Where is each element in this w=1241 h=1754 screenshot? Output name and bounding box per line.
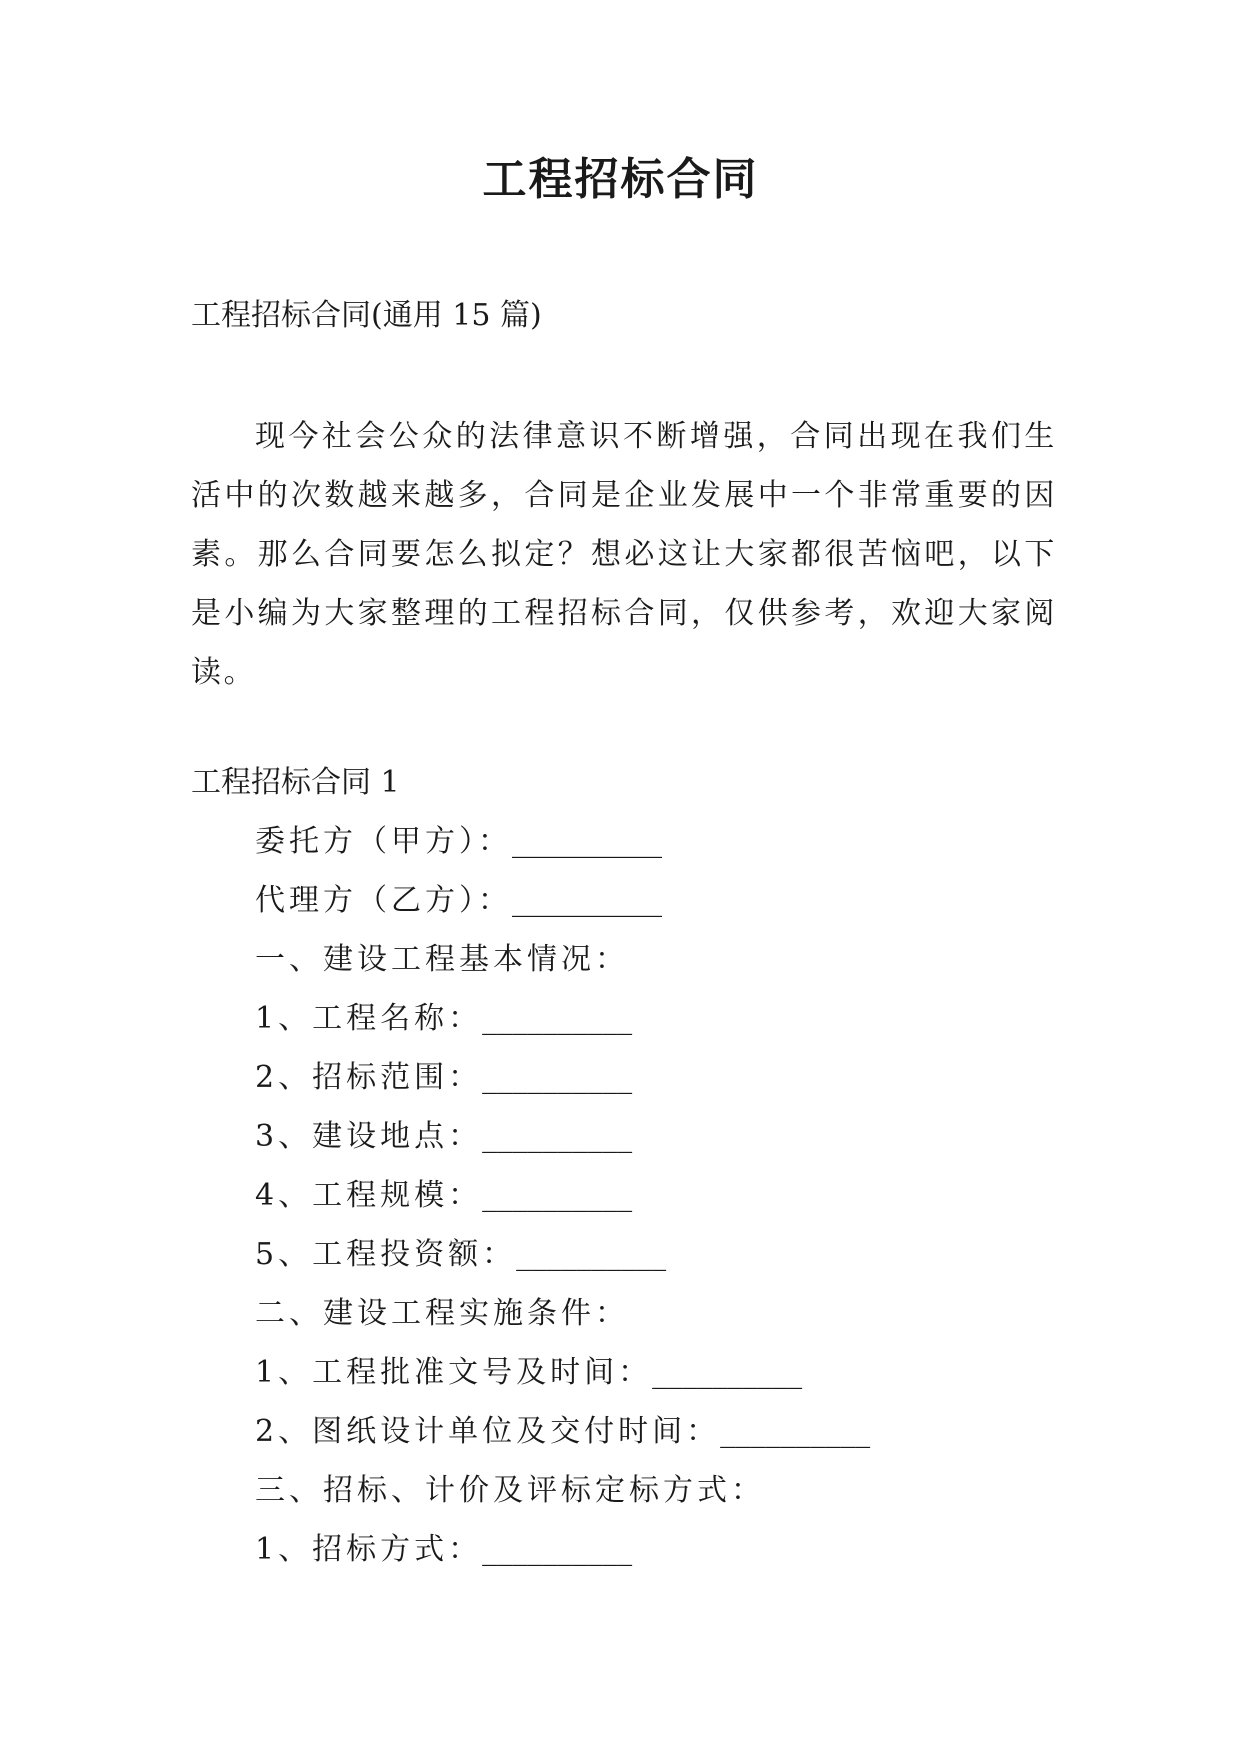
clause-design-unit xyxy=(255,1412,870,1471)
clause-label: 1、工程名称： xyxy=(255,1001,483,1036)
section-heading: 工程招标合同 1 xyxy=(191,765,400,800)
clause-label: 代理方（乙方）： xyxy=(255,883,512,918)
clause-label: 2、图纸设计单位及交付时间： xyxy=(255,1414,721,1449)
clause-project-scale xyxy=(255,1176,870,1235)
clause-label: 5、工程投资额： xyxy=(255,1237,517,1272)
clause-principal xyxy=(255,822,870,881)
clause-label: 一、建设工程基本情况： xyxy=(255,942,629,977)
fill-in-blank: __________ xyxy=(482,1178,633,1213)
clause-site-location xyxy=(255,1117,870,1176)
clause-approval-number xyxy=(255,1353,870,1412)
fill-in-blank: __________ xyxy=(512,883,662,918)
document-subtitle: 工程招标合同(通用 15 篇) xyxy=(191,298,542,333)
clause-label: 二、建设工程实施条件： xyxy=(255,1296,629,1331)
clause-agent xyxy=(255,881,870,940)
fill-in-blank: __________ xyxy=(482,1001,633,1036)
clause-heading-conditions xyxy=(255,1294,870,1353)
fill-in-blank: __________ xyxy=(482,1060,633,1095)
clause-heading-project-info xyxy=(255,940,870,999)
clause-label: 三、招标、计价及评标定标方式： xyxy=(255,1473,765,1508)
clause-investment xyxy=(255,1235,870,1294)
document-title: 工程招标合同 xyxy=(482,154,759,205)
fill-in-blank: __________ xyxy=(512,824,662,859)
fill-in-blank: __________ xyxy=(482,1119,633,1154)
clause-heading-tender-method xyxy=(255,1471,870,1530)
clause-label: 1、工程批准文号及时间： xyxy=(255,1355,653,1390)
clause-label: 委托方（甲方）： xyxy=(255,824,512,859)
intro-paragraph: 现今社会公众的法律意识不断增强，合同出现在我们生活中的次数越来越多，合同是企业发展中一个非常重要的因素。那么合同要怎么拟定？想必这让大家都很苦恼吧，以下是小编为大家整理的工程招标合同，仅供参考，欢迎大家阅读。 xyxy=(191,419,1057,690)
fill-in-blank: __________ xyxy=(482,1532,633,1567)
fill-in-blank: __________ xyxy=(652,1355,803,1390)
fill-in-blank: __________ xyxy=(516,1237,667,1272)
clause-project-name xyxy=(255,999,870,1058)
clause-label: 4、工程规模： xyxy=(255,1178,483,1213)
clause-label: 1、招标方式： xyxy=(255,1532,483,1567)
clause-list xyxy=(255,822,870,1589)
clause-tender-scope xyxy=(255,1058,870,1117)
clause-label: 2、招标范围： xyxy=(255,1060,483,1095)
clause-label: 3、建设地点： xyxy=(255,1119,483,1154)
fill-in-blank: __________ xyxy=(720,1414,871,1449)
clause-tender-method xyxy=(255,1530,870,1589)
